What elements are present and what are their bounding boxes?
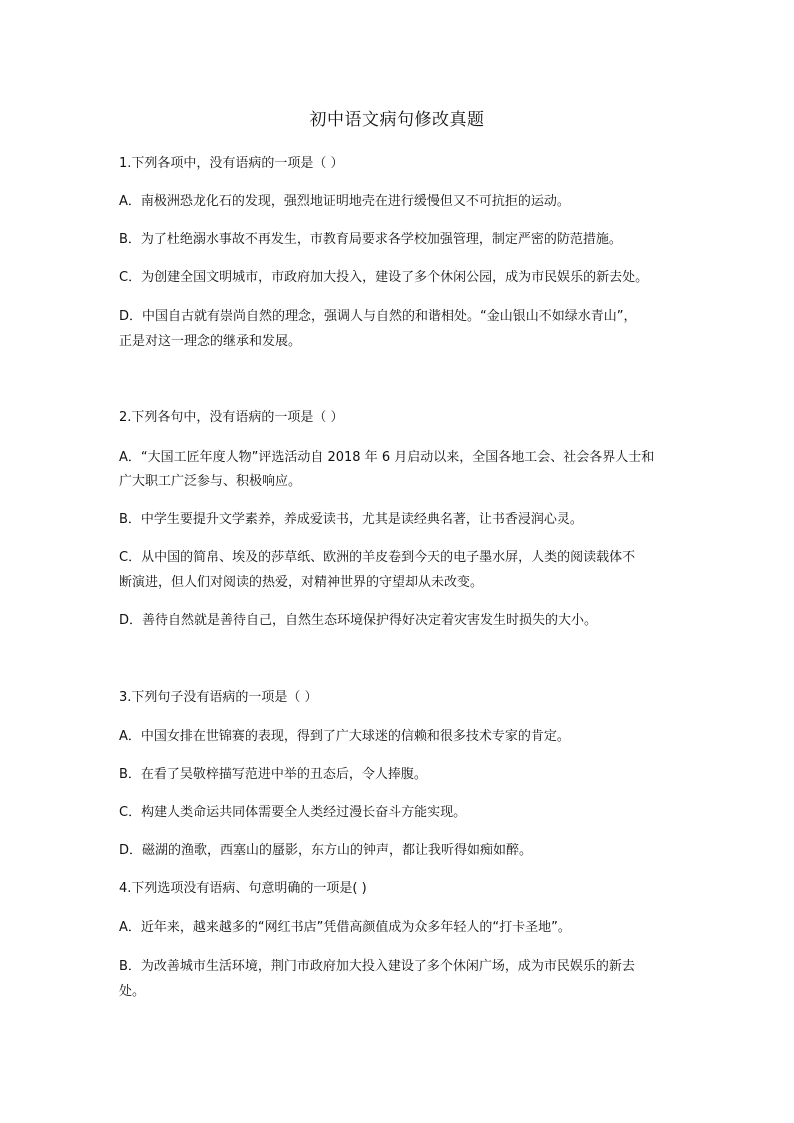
question-4-option-a: A．近年来，越来越多的“网红书店”凭借高颜值成为众多年轻人的“打卡圣地”。 bbox=[119, 920, 571, 935]
question-1-stem: 1.下列各项中，没有语病的一项是（ ） bbox=[119, 156, 344, 171]
question-1-option-d-line1: D．中国自古就有崇尚自然的理念，强调人与自然的和谐相处。“金山银山不如绿水青山”， bbox=[119, 309, 637, 324]
question-3-option-d: D．磁湖的渔歌，西塞山的蜃影，东方山的钟声，都让我听得如痴如醉。 bbox=[119, 843, 533, 858]
question-3-option-b: B．在看了吴敬梓描写范进中举的丑态后，令人捧腹。 bbox=[119, 767, 427, 782]
question-3-option-a: A．中国女排在世锦赛的表现，得到了广大球迷的信赖和很多技术专家的肯定。 bbox=[119, 729, 570, 744]
page-title: 初中语文病句修改真题 bbox=[309, 110, 485, 130]
question-1-option-a: A．南极洲恐龙化石的发现，强烈地证明地壳在进行缓慢但又不可抗拒的运动。 bbox=[119, 194, 570, 209]
question-1-option-d-line2: 正是对这一理念的继承和发展。 bbox=[119, 334, 302, 349]
question-4-option-b-line2: 处。 bbox=[119, 984, 146, 999]
question-1-option-c: C．为创建全国文明城市，市政府加大投入，建设了多个休闲公园，成为市民娱乐的新去处。 bbox=[119, 270, 649, 285]
question-3-option-c: C．构建人类命运共同体需要全人类经过漫长奋斗方能实现。 bbox=[119, 805, 467, 820]
question-2-option-b: B．中学生要提升文学素养，养成爱读书，尤其是读经典名著，让书香浸润心灵。 bbox=[119, 512, 583, 527]
question-2-stem: 2.下列各句中，没有语病的一项是（ ） bbox=[119, 410, 344, 425]
question-3-stem: 3.下列句子没有语病的一项是（ ） bbox=[119, 690, 318, 705]
question-2-option-a-line1: A．“大国工匠年度人物”评选活动自 2018 年 6 月启动以来，全国各地工会、社会各界人士和 bbox=[119, 450, 655, 465]
question-2-option-a-line2: 广大职工广泛参与、积极响应。 bbox=[119, 474, 302, 489]
question-4-option-b-line1: B．为改善城市生活环境，荆门市政府加大投入建设了多个休闲广场，成为市民娱乐的新去 bbox=[119, 959, 635, 974]
question-2-option-d: D．善待自然就是善待自己，自然生态环境保护得好决定着灾害发生时损失的大小。 bbox=[119, 613, 598, 628]
question-1-option-b: B．为了杜绝溺水事故不再发生，市教育局要求各学校加强管理，制定严密的防范措施。 bbox=[119, 232, 622, 247]
question-2-option-c-line1: C．从中国的简帛、埃及的莎草纸、欧洲的羊皮卷到今天的电子墨水屏，人类的阅读载体不 bbox=[119, 550, 636, 565]
question-2-option-c-line2: 断演进，但人们对阅读的热爱，对精神世界的守望却从未改变。 bbox=[119, 575, 484, 590]
question-4-stem: 4.下列选项没有语病、句意明确的一项是( ) bbox=[119, 881, 367, 896]
